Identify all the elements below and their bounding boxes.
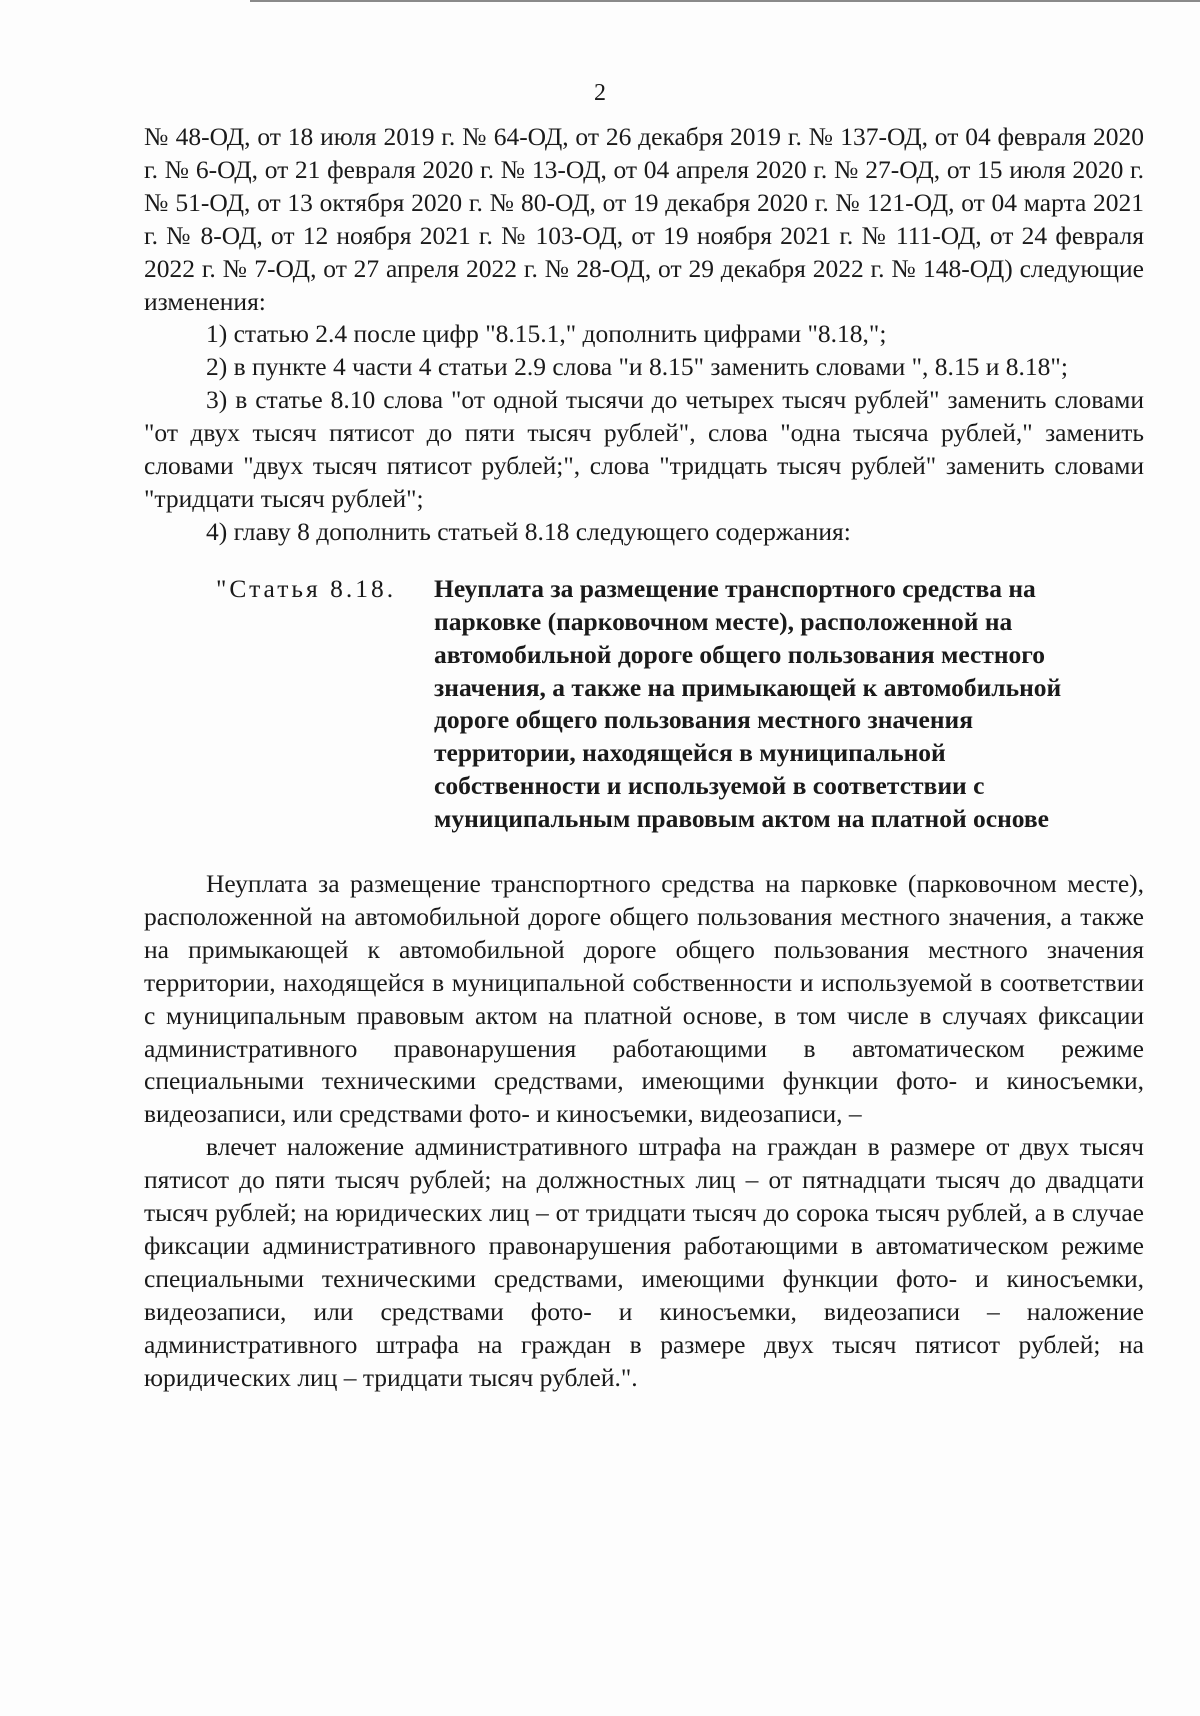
intro-paragraph: № 48-ОД, от 18 июля 2019 г. № 64-ОД, от 26 декабря 2019 г. № 137-ОД, от 04 февраля 2020 г. № 6-ОД, от 21 февраля 2020 г. № 13-ОД, от 04 апреля 2020 г. № 27-ОД, от 15 июля 2020 г. № 51-ОД, от 13 октября 2020 г. № 80-ОД, от 19 декабря 2020 г. № 121-ОД, от 04 марта 2021 г. № 8-ОД, от 12 ноября 2021 г. № 103-ОД, от 19 ноября 2021 г. № 111-ОД, от 24 февраля 2022 г. № 7-ОД, от 27 апреля 2022 г. № 28-ОД, от 29 декабря 2022 г. № 148-ОД) следующие изменения: <box>144 122 1144 316</box>
document-body <box>144 121 1144 1395</box>
amendment-item-2: 2) в пункте 4 части 4 статьи 2.9 слова "и 8.15" заменить словами ", 8.15 и 8.18"; <box>206 352 1068 382</box>
article-body-paragraph-1: Неуплата за размещение транспортного средства на парковке (парковочном месте), расположенной на автомобильной дороге общего пользования местного значения, а также на примыкающей к автомобильной дороге общего пользования местного значения территории, находящейся в муниципальной собственности и используемой в соответствии с муниципальным правовым актом на платной основе, в том числе в случаях фиксации административного правонарушения работающими в автоматическом режиме специальными техническими средствами, имеющими функции фото- и киносъемки, видеозаписи, или средствами фото- и киносъемки, видеозаписи, – <box>144 869 1144 1129</box>
article-label: "Статья 8.18. <box>216 573 397 603</box>
amendment-item-1: 1) статью 2.4 после цифр "8.15.1," дополнить цифрами "8.18,"; <box>206 319 887 349</box>
amendment-item-3: 3) в статье 8.10 слова "от одной тысячи до четырех тысяч рублей" заменить словами "от двух тысяч пятисот до пяти тысяч рублей", слова "одна тысяча рублей," заменить словами "двух тысяч пятисот рублей;", слова "тридцать тысяч рублей" заменить словами "тридцати тысяч рублей"; <box>144 385 1144 513</box>
scan-top-edge <box>250 0 1200 2</box>
page-number: 2 <box>594 80 606 106</box>
article-body-paragraph-2: влечет наложение административного штрафа на граждан в размере от двух тысяч пятисот до пяти тысяч рублей; на должностных лиц – от пятнадцати тысяч до двадцати тысяч рублей; на юридических лиц – от тридцати тысяч до сорока тысяч рублей, а в случае фиксации административного правонарушения работающими в автоматическом режиме специальными техническими средствами, имеющими функции фото- и киносъемки, видеозаписи, или средствами фото- и киносъемки, видеозаписи – наложение административного штрафа на граждан в размере двух тысяч пятисот рублей; на юридических лиц – тридцати тысяч рублей.". <box>144 1132 1144 1392</box>
article-heading <box>144 573 1144 836</box>
article-title: Неуплата за размещение транспортного средства на парковке (парковочном месте), расположенной на автомобильной дороге общего пользования местного значения, а также на примыкающей к автомобильной дороге общего пользования местного значения территории, находящейся в муниципальной собственности и используемой в соответствии с муниципальным правовым актом на платной основе <box>434 573 1062 834</box>
amendment-item-4: 4) главу 8 дополнить статьей 8.18 следующего содержания: <box>206 516 851 546</box>
